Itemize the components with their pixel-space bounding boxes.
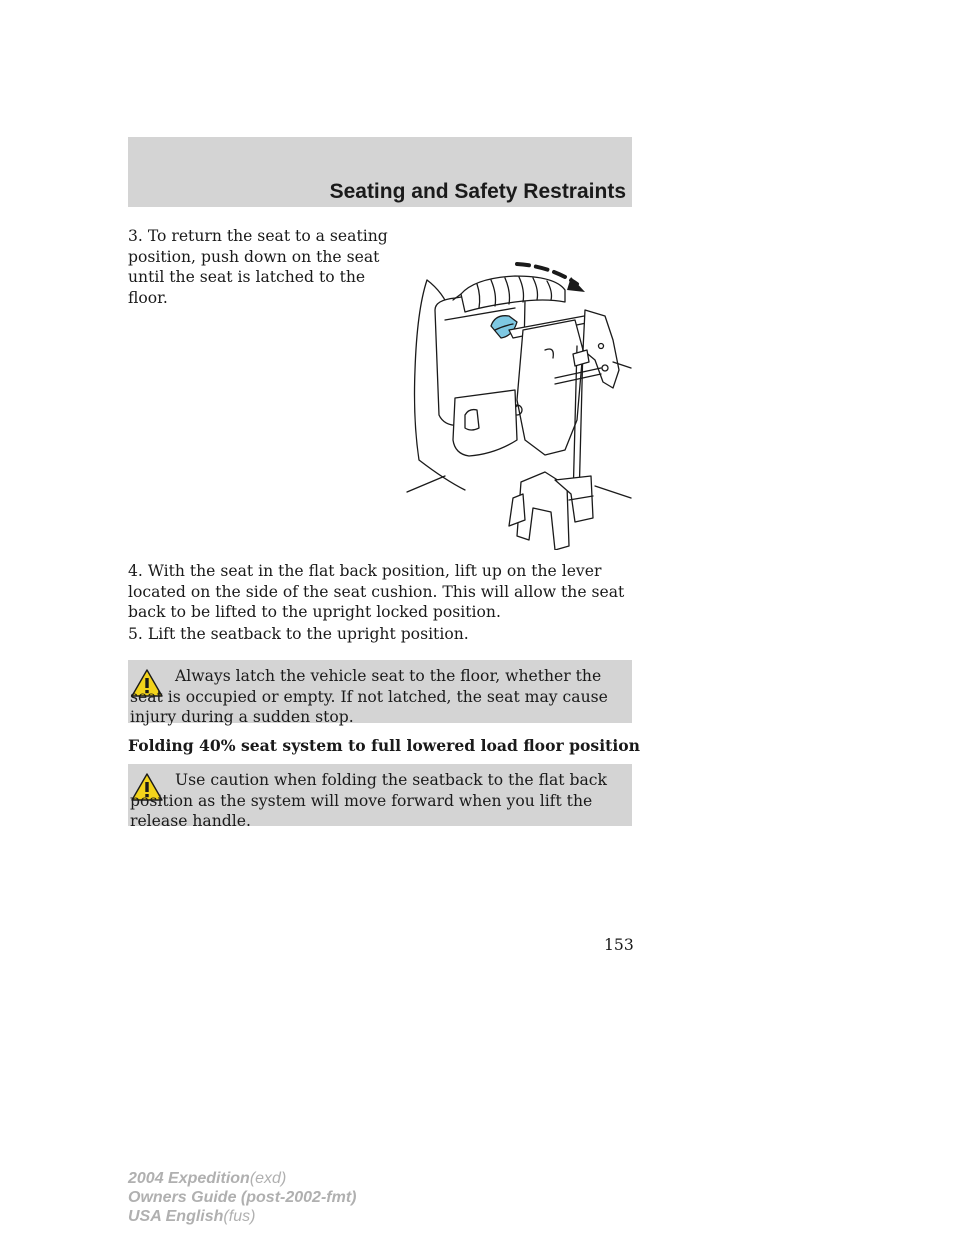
footer-line-2: Owners Guide (post-2002-fmt) <box>128 1189 357 1206</box>
footer-model: 2004 Expedition <box>128 1170 250 1187</box>
section-subheading: Folding 40% seat system to full lowered load floor position <box>128 736 641 755</box>
warning-box-latch <box>128 660 632 726</box>
document-footer <box>128 1169 356 1226</box>
warning-text: Use caution when folding the seatback to the flat back position as the system will move forward when you lift the release handle. <box>130 771 607 830</box>
warning-text: Always latch the vehicle seat to the floor, whether the seat is occupied or empty. If not latched, the seat may cause injury during a sudden stop. <box>130 667 608 726</box>
footer-model-code: (exd) <box>249 1170 287 1187</box>
seat-latch-illustration <box>405 250 633 550</box>
section-title: Seating and Safety Restraints <box>329 180 626 203</box>
footer-line-1 <box>128 1169 356 1188</box>
footer-language: USA English <box>128 1208 224 1225</box>
footer-line-3 <box>128 1207 356 1226</box>
step-4-text: 4. With the seat in the flat back position, lift up on the lever located on the side of the seat cushion. This will allow the seat back to be lifted to the upright locked position. <box>128 562 625 621</box>
section-header-band <box>128 137 632 207</box>
step-3-text: 3. To return the seat to a seating position, push down on the seat until the seat is latched to the floor. <box>128 227 388 307</box>
page-number: 153 <box>604 936 634 954</box>
warning-box-caution <box>128 764 632 830</box>
step-5-text: 5. Lift the seatback to the upright position. <box>128 625 469 643</box>
footer-language-code: (fus) <box>223 1208 256 1225</box>
